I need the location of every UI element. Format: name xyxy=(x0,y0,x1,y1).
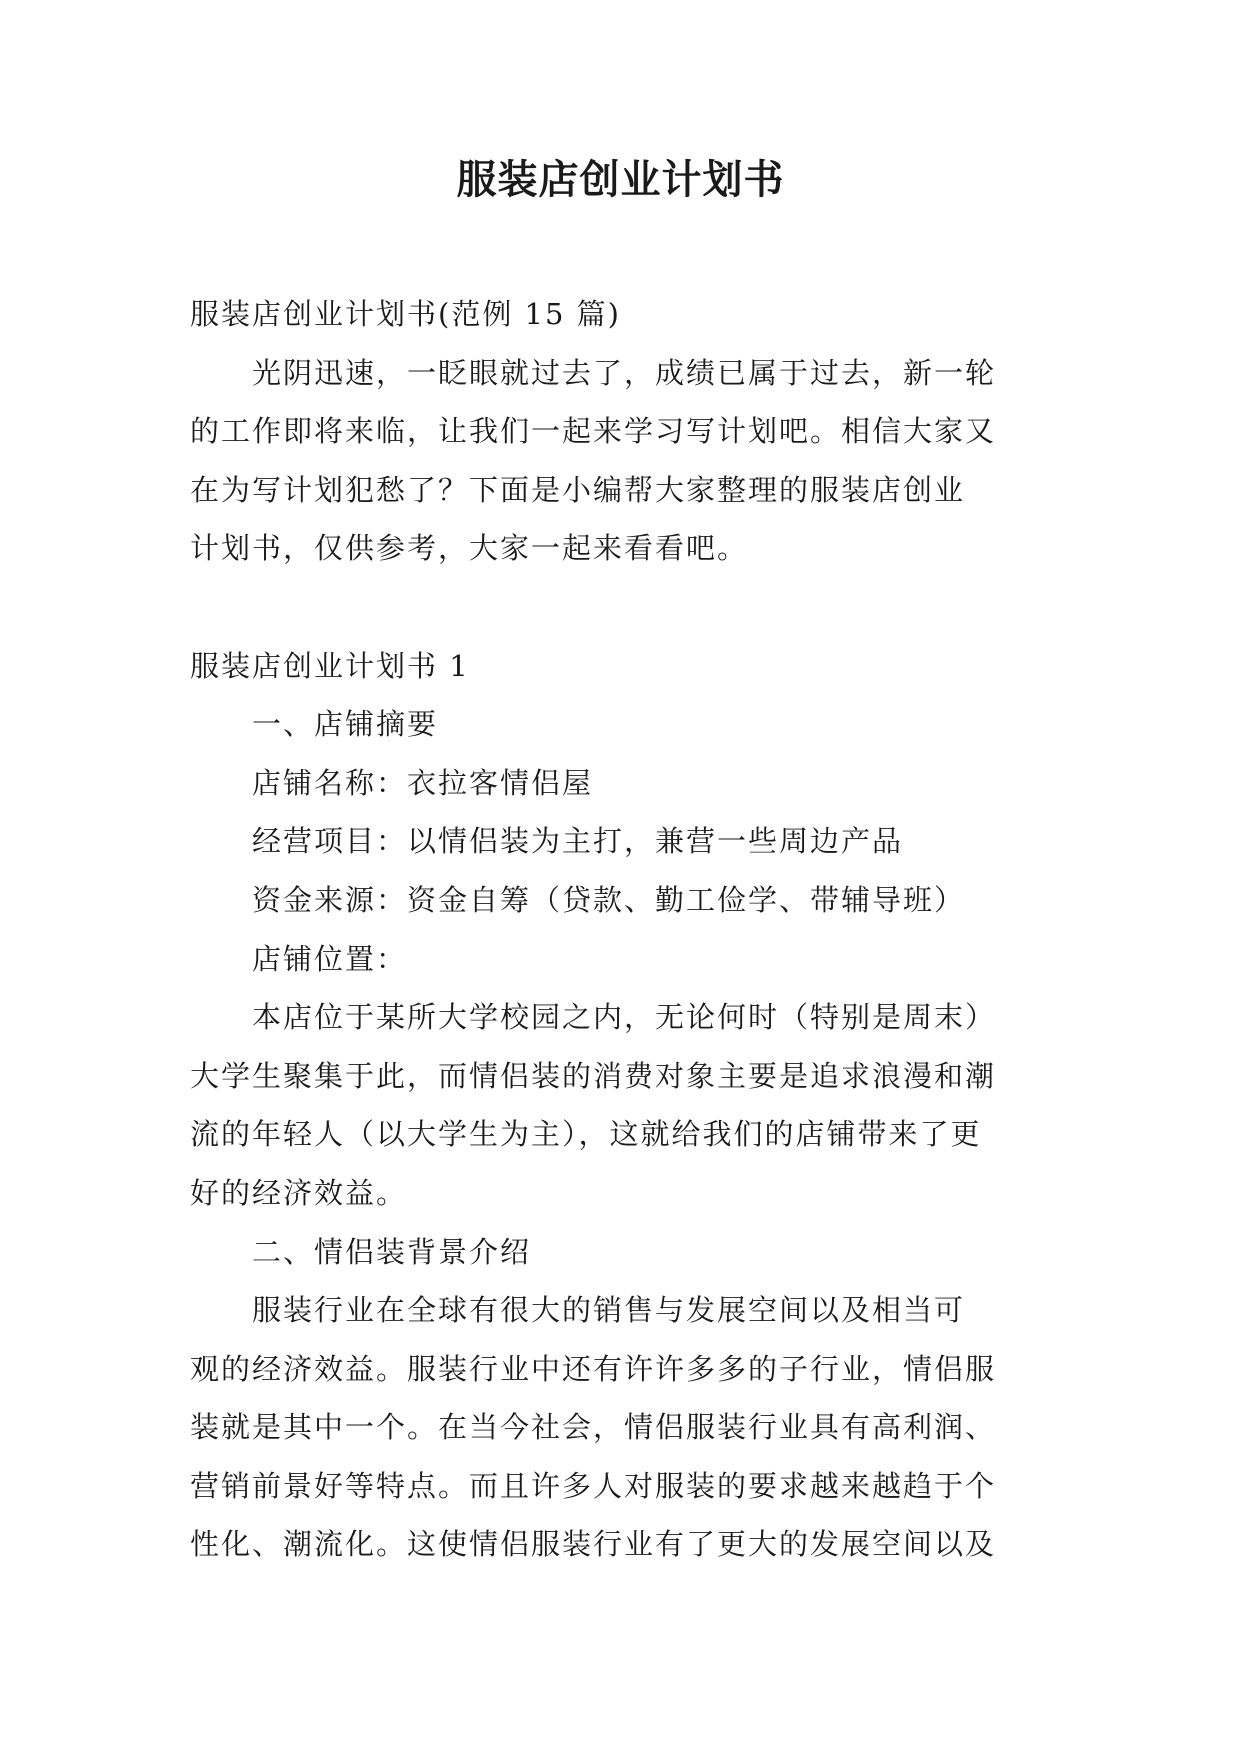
background-line-1: 服装行业在全球有很大的销售与发展空间以及相当可 xyxy=(252,1293,966,1328)
shop-location-label: 店铺位置： xyxy=(252,941,408,976)
intro-line-1: 光阴迅速，一眨眼就过去了，成绩已属于过去，新一轮 xyxy=(252,355,997,390)
intro-line-4: 计划书，仅供参考，大家一起来看看吧。 xyxy=(190,531,749,566)
location-line-3: 流的年轻人（以大学生为主），这就给我们的店铺带来了更 xyxy=(190,1117,982,1152)
background-line-2: 观的经济效益。服装行业中还有许许多多的子行业，情侣服 xyxy=(190,1351,997,1386)
background-line-3: 装就是其中一个。在当今社会，情侣服装行业具有高利润、 xyxy=(190,1410,997,1445)
document-title: 服装店创业计划书 xyxy=(456,156,785,203)
location-line-4: 好的经济效益。 xyxy=(190,1175,408,1210)
background-line-4: 营销前景好等特点。而且许多人对服装的要求越来越趋于个 xyxy=(190,1468,997,1503)
shop-name: 店铺名称：衣拉客情侣屋 xyxy=(252,765,594,800)
part2-heading: 二、情侣装背景介绍 xyxy=(252,1234,532,1269)
location-line-2: 大学生聚集于此，而情侣装的消费对象主要是追求浪漫和潮 xyxy=(190,1058,997,1093)
business-items: 经营项目：以情侣装为主打，兼营一些周边产品 xyxy=(252,824,904,859)
intro-line-2: 的工作即将来临，让我们一起来学习写计划吧。相信大家又 xyxy=(190,414,997,449)
part1-heading: 一、店铺摘要 xyxy=(252,707,439,742)
location-line-1: 本店位于某所大学校园之内，无论何时（特别是周末） xyxy=(252,1000,997,1035)
funding-source: 资金来源：资金自筹（贷款、勤工俭学、带辅导班） xyxy=(252,882,966,917)
intro-line-3: 在为写计划犯愁了？下面是小编帮大家整理的服装店创业 xyxy=(190,472,966,507)
paragraph-gap xyxy=(190,578,1070,637)
background-line-5: 性化、潮流化。这使情侣服装行业有了更大的发展空间以及 xyxy=(190,1527,997,1562)
section-heading: 服装店创业计划书 1 xyxy=(190,648,470,683)
document-subtitle: 服装店创业计划书(范例 15 篇) xyxy=(190,297,621,331)
document-body xyxy=(190,285,1070,1574)
